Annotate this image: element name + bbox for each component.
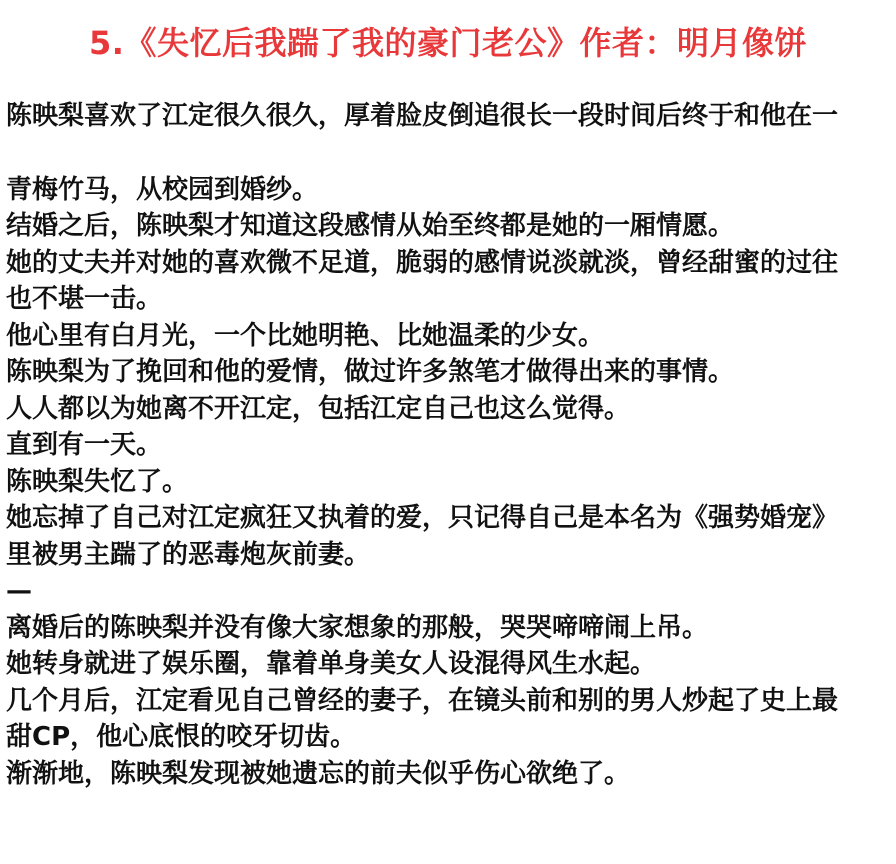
text-line: 陈映梨失忆了。 [6,466,189,497]
synopsis-text [6,98,890,792]
text-line: 人人都以为她离不开江定，包括江定自己也这么觉得。 [6,393,631,424]
text-line: 渐渐地，陈映梨发现被她遗忘的前夫似乎伤心欲绝了。 [6,758,631,789]
text-line: 里被男主踹了的恶毒炮灰前妻。 [6,539,371,570]
text-line: 也不堪一击。 [6,284,163,314]
text-line: 青梅竹马，从校园到婚纱。 [6,174,319,205]
text-line: 几个月后，江定看见自己曾经的妻子，在镜头前和别的男人炒起了史上最 [6,685,839,716]
text-line: 结婚之后，陈映梨才知道这段感情从始至终都是她的一厢情愿。 [6,211,735,241]
text-line: 她忘掉了自己对江定疯狂又执着的爱，只记得自己是本名为《强势婚宠》 [6,503,839,533]
text-line: 离婚后的陈映梨并没有像大家想象的那般，哭哭啼啼闹上吊。 [6,612,709,643]
page-title: 5.《失忆后我踹了我的豪门老公》作者：明月像饼 [89,24,807,62]
text-line: 直到有一天。 [6,430,163,460]
text-line: 他心里有白月光，一个比她明艳、比她温柔的少女。 [6,320,605,351]
text-line: 她的丈夫并对她的喜欢微不足道，脆弱的感情说淡就淡，曾经甜蜜的过往 [6,247,839,278]
text-line: 陈映梨喜欢了江定很久很久，厚着脸皮倒追很长一段时间后终于和他在一 [6,101,839,131]
text-line: 她转身就进了娱乐圈，靠着单身美女人设混得风生水起。 [6,649,657,679]
section-divider: — [6,576,32,606]
text-line: 陈映梨为了挽回和他的爱情，做过许多煞笔才做得出来的事情。 [6,357,735,387]
text-line: 甜CP，他心底恨的咬牙切齿。 [6,722,357,752]
